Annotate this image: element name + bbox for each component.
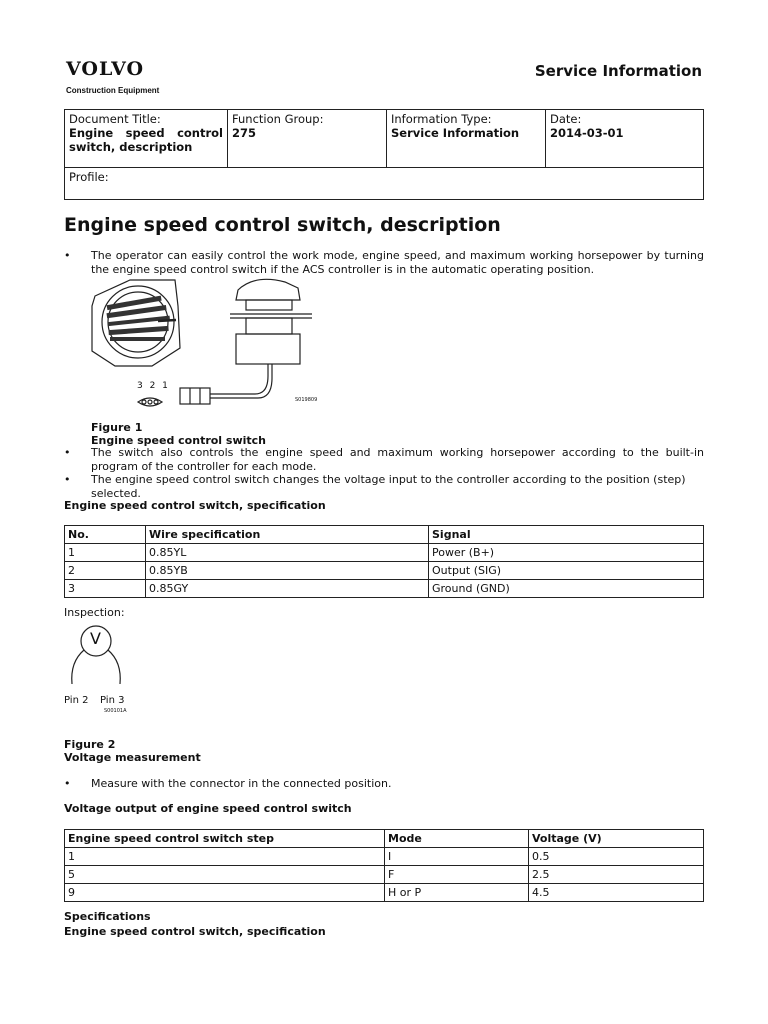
page-title: Engine speed control switch, description (64, 214, 501, 236)
specifications-reference[interactable]: Engine speed control switch, specification (64, 925, 326, 938)
date-cell (546, 110, 704, 168)
figure2-code: S00101A (104, 708, 127, 714)
switch-side-knob (236, 279, 300, 300)
voltage-table (64, 829, 704, 902)
volvo-logo: VOLVO (66, 58, 145, 80)
list-item (64, 446, 704, 474)
probe-left (72, 650, 84, 684)
pin-labels: 3 2 1 (137, 381, 170, 391)
table-cell: Power (B+) (429, 544, 704, 562)
table-header-row (65, 526, 704, 544)
figure1-label: Figure 1 (91, 421, 143, 434)
engine-speed-switch-figure (80, 276, 330, 416)
header-cell: Wire specification (146, 526, 429, 544)
table-cell: 9 (65, 884, 385, 902)
figure1-code: S019809 (295, 397, 318, 403)
table-row (65, 580, 704, 598)
info-type-cell (387, 110, 546, 168)
table-cell: 1 (65, 848, 385, 866)
date-value: 2014-03-01 (550, 126, 624, 140)
table-cell: 2.5 (529, 866, 704, 884)
specifications-label: Specifications (64, 910, 151, 923)
bullet-dot: • (64, 777, 71, 790)
profile-cell (65, 168, 704, 200)
figure1-caption: Engine speed control switch (91, 434, 266, 447)
inspection-label: Inspection: (64, 606, 125, 619)
table-row (65, 884, 704, 902)
table-cell: H or P (385, 884, 529, 902)
date-label: Date: (550, 112, 582, 126)
switch-body (236, 334, 300, 364)
document-meta-table (64, 109, 704, 200)
doc-title-label: Document Title: (69, 112, 161, 126)
function-group-label: Function Group: (232, 112, 324, 126)
figure2-caption: Voltage measurement (64, 751, 201, 764)
spec-table (64, 525, 704, 598)
table-cell: I (385, 848, 529, 866)
probe-right (108, 650, 120, 684)
figure2-label: Figure 2 (64, 738, 116, 751)
doc-title-value: Engine speed control switch, description (69, 126, 223, 154)
info-type-value: Service Information (391, 126, 520, 140)
header-cell: No. (65, 526, 146, 544)
bullet-text: Measure with the connector in the connected position. (91, 777, 392, 790)
bullet-text: The switch also controls the engine speed and maximum working horsepower according to the built-in program of the controller for each mode. (91, 446, 704, 473)
table-cell: 5 (65, 866, 385, 884)
pin-b-label: Pin 3 (100, 695, 125, 706)
info-type-label: Information Type: (391, 112, 492, 126)
list-item (64, 777, 704, 791)
table-cell: 0.85YL (146, 544, 429, 562)
connector (180, 388, 210, 404)
table-cell: 4.5 (529, 884, 704, 902)
voltmeter-label: V (90, 629, 101, 648)
volt-table-title: Voltage output of engine speed control switch (64, 802, 352, 815)
table-cell: 0.5 (529, 848, 704, 866)
table-row (65, 544, 704, 562)
table-cell: 0.85GY (146, 580, 429, 598)
bullet-text: The operator can easily control the work mode, engine speed, and maximum working horsepower by turning the engine speed control switch if the ACS controller is in the automatic operating position. (91, 249, 704, 276)
table-cell: 0.85YB (146, 562, 429, 580)
table-cell: Output (SIG) (429, 562, 704, 580)
document-kind: Service Information (534, 62, 702, 80)
header-cell: Voltage (V) (529, 830, 704, 848)
table-cell: 2 (65, 562, 146, 580)
header-cell: Mode (385, 830, 529, 848)
profile-label: Profile: (69, 170, 109, 184)
list-item (64, 473, 704, 500)
table-cell: 3 (65, 580, 146, 598)
function-group-value: 275 (232, 126, 257, 140)
header-cell: Engine speed control switch step (65, 830, 385, 848)
spec-table-title: Engine speed control switch, specification (64, 499, 326, 512)
doc-title-cell (65, 110, 228, 168)
table-cell: F (385, 866, 529, 884)
pin-a-label: Pin 2 (64, 695, 89, 706)
table-row (65, 848, 704, 866)
list-item (64, 249, 704, 279)
brand-subtitle: Construction Equipment (66, 86, 160, 95)
table-row (65, 866, 704, 884)
table-cell: 1 (65, 544, 146, 562)
bullet-dot: • (64, 249, 71, 262)
table-header-row (65, 830, 704, 848)
table-cell: Ground (GND) (429, 580, 704, 598)
bullet-text: The engine speed control switch changes the voltage input to the controller according to the position (step) selected. (91, 473, 686, 500)
header-cell: Signal (429, 526, 704, 544)
bullet-dot: • (64, 473, 71, 486)
table-row (65, 562, 704, 580)
wire-harness (210, 364, 268, 394)
bullet-dot: • (64, 446, 71, 459)
function-group-cell (228, 110, 387, 168)
